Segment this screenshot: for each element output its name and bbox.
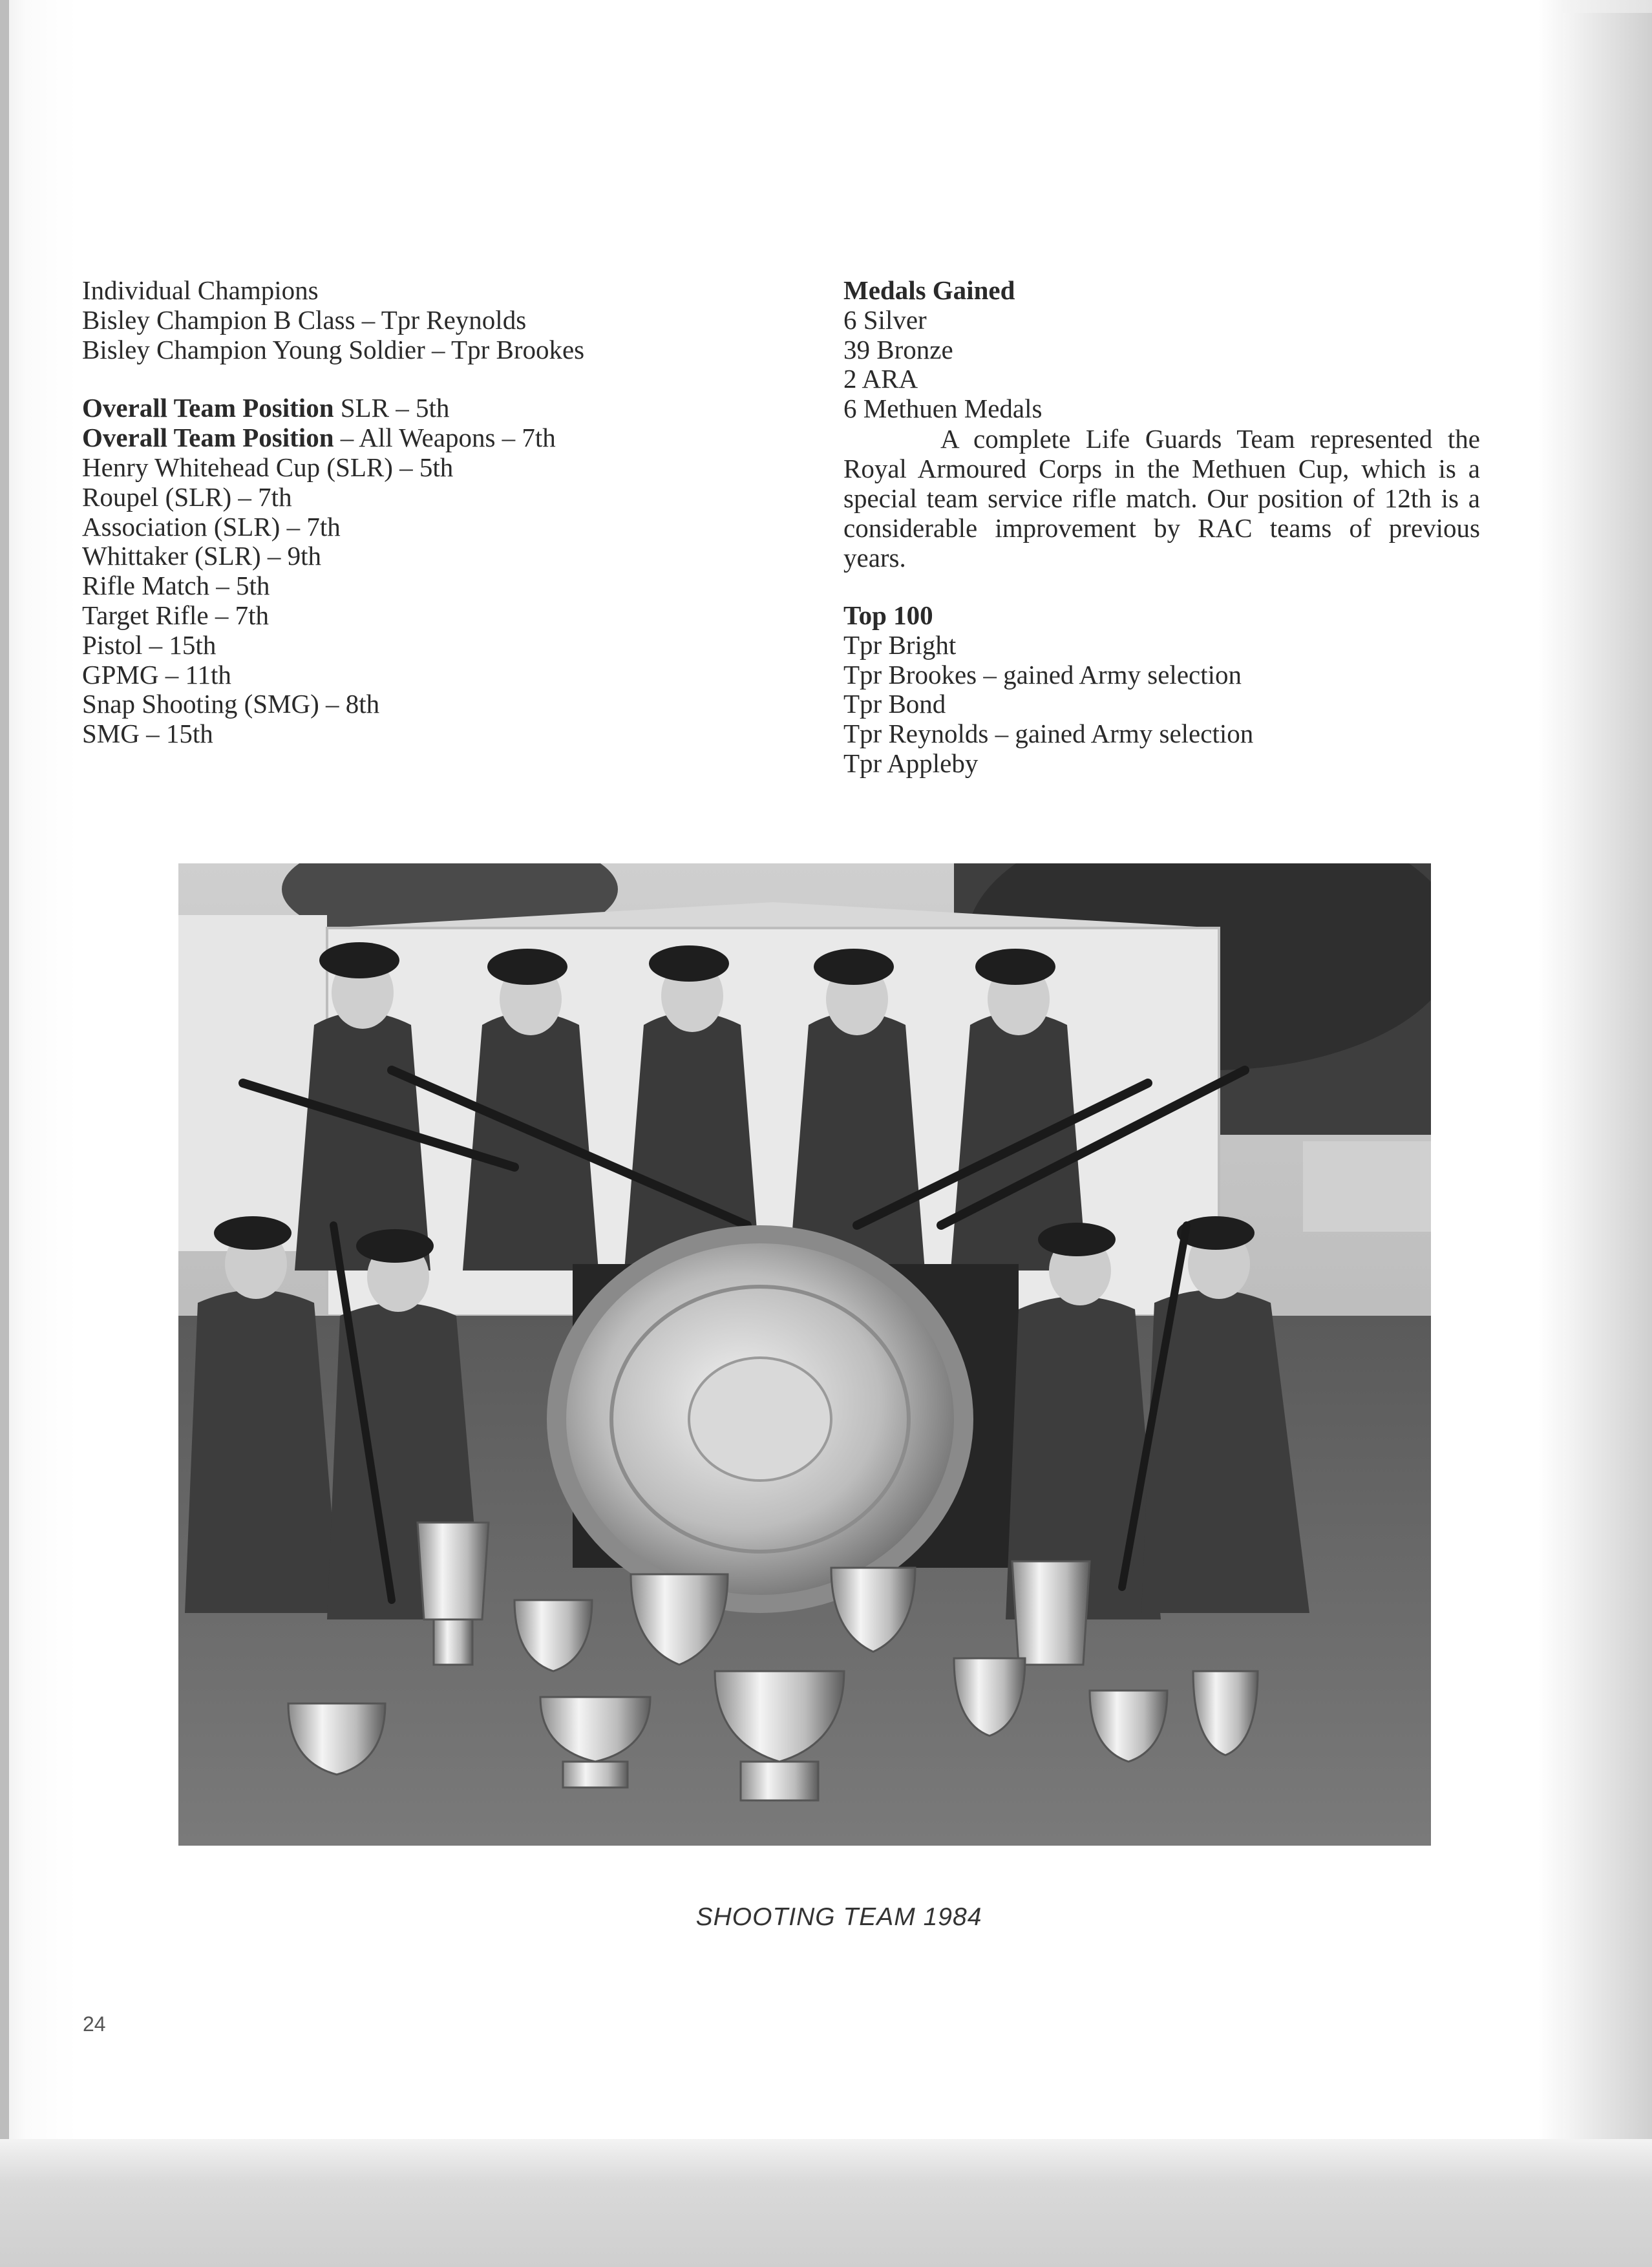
result-line: Snap Shooting (SMG) – 8th	[82, 689, 380, 719]
top-100-entry: Tpr Appleby	[843, 748, 979, 778]
champion-line: Bisley Champion B Class – Tpr Reynolds	[82, 304, 527, 335]
result-line: SMG – 15th	[82, 719, 213, 749]
medal-line: 6 Silver	[843, 304, 927, 335]
medals-heading: Medals Gained	[843, 275, 1015, 305]
team-photograph	[178, 863, 1431, 1846]
result-line: Roupel (SLR) – 7th	[82, 481, 292, 512]
result-line: Pistol – 15th	[82, 629, 217, 660]
photo-caption: SHOOTING TEAM 1984	[695, 1903, 982, 1931]
team-position-value: – All Weapons – 7th	[334, 423, 556, 453]
champion-line: Bisley Champion Young Soldier – Tpr Brookes	[82, 334, 585, 364]
result-line: Henry Whitehead Cup (SLR) – 5th	[82, 452, 454, 482]
bottom-page-edge	[0, 2139, 1652, 2267]
right-page-edge	[1563, 13, 1652, 2165]
individual-champions-heading: Individual Champions	[82, 275, 319, 305]
team-position-label: Overall Team Position	[82, 423, 334, 453]
team-photo-illustration	[178, 863, 1431, 1846]
top-100-entry: Tpr Bright	[843, 629, 957, 660]
team-position-line	[82, 394, 584, 423]
methuen-cup-paragraph: A complete Life Guards Team represented the Royal Armoured Corps in the Methuen Cup, which is a special team service rifle match. Our position of 12th is a considerable improvement by RAC teams of previous years.	[843, 423, 1480, 573]
medal-line: 6 Methuen Medals	[843, 394, 1043, 424]
top-100-entry: Tpr Reynolds – gained Army selection	[843, 719, 1254, 749]
team-position-value: SLR – 5th	[334, 393, 450, 423]
result-line: Association (SLR) – 7th	[82, 511, 341, 542]
team-position-label: Overall Team Position	[82, 393, 334, 423]
page-number: 24	[83, 2012, 106, 2036]
result-line: Target Rifle – 7th	[82, 600, 270, 630]
top-100-entry: Tpr Bond	[843, 689, 946, 719]
medal-line: 39 Bronze	[843, 334, 953, 364]
spacer	[82, 364, 584, 394]
result-line: GPMG – 11th	[82, 659, 231, 690]
result-line: Rifle Match – 5th	[82, 571, 270, 601]
spacer	[843, 573, 1480, 601]
medals-column	[843, 276, 1480, 779]
medal-line: 2 ARA	[843, 364, 918, 394]
team-position-line	[82, 423, 584, 453]
results-column	[82, 276, 584, 749]
top-100-entry: Tpr Brookes – gained Army selection	[843, 659, 1242, 690]
top-100-heading: Top 100	[843, 600, 933, 630]
result-line: Whittaker (SLR) – 9th	[82, 541, 322, 571]
